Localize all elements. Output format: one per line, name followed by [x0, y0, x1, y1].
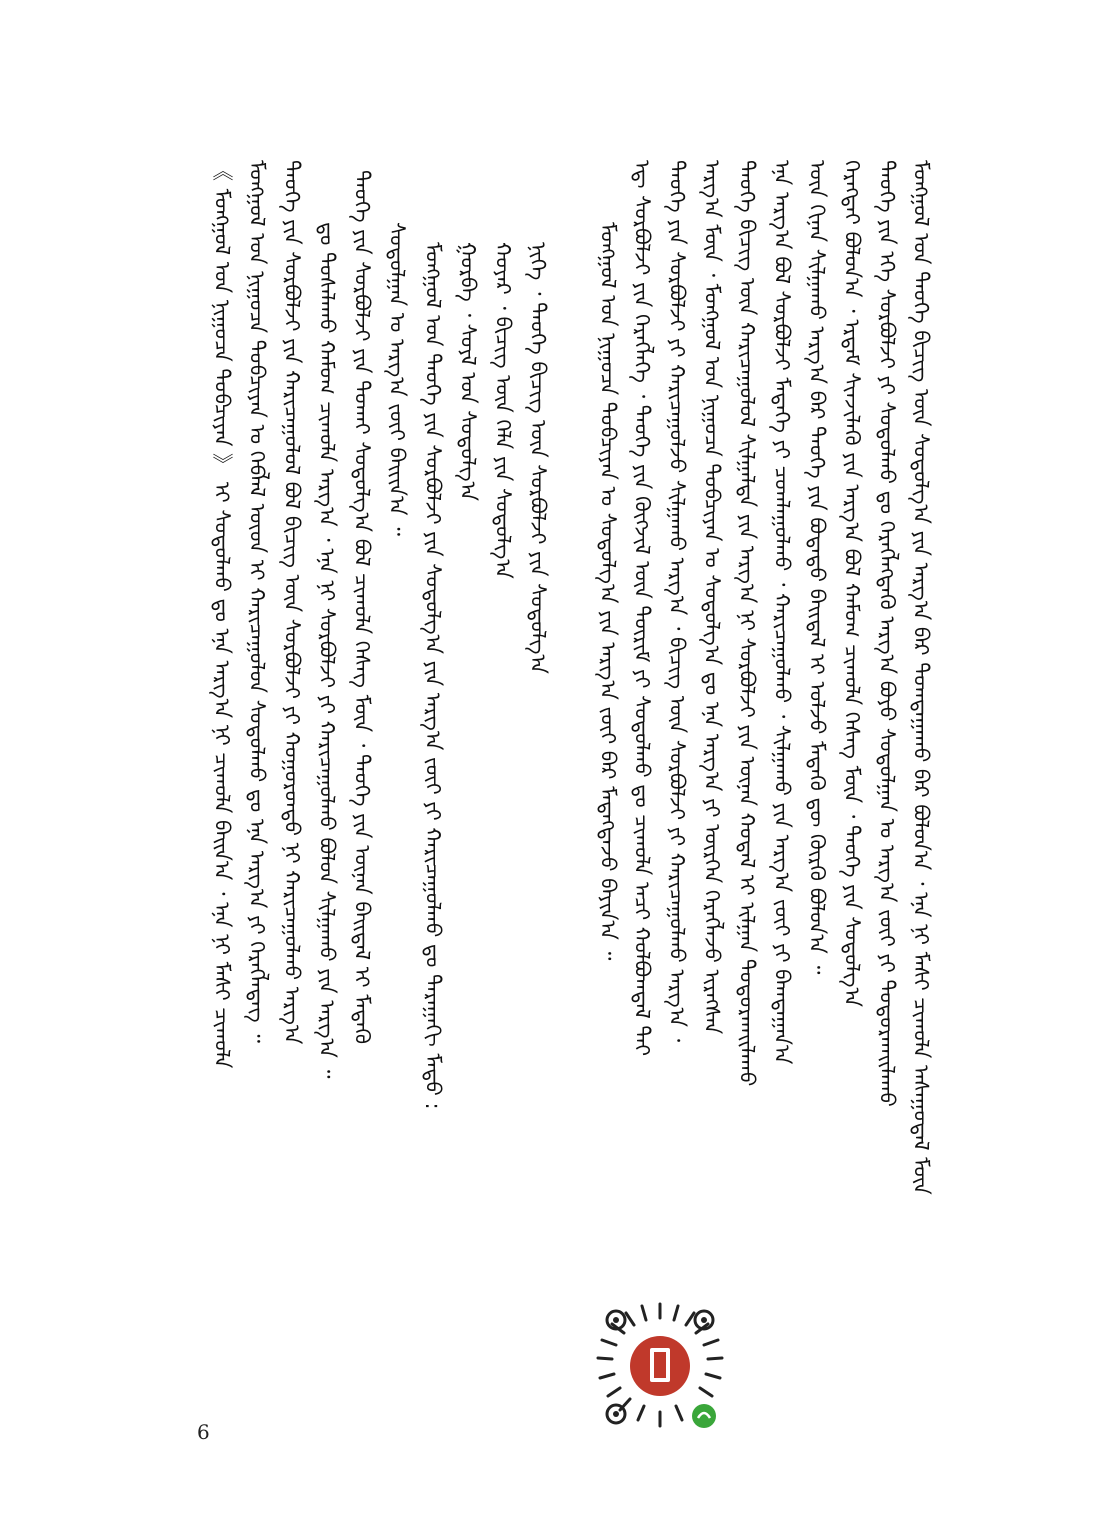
- text-column: ᠡᠨᠡ ᠠᠷᠭ᠎ᠠ ᠪᠣᠯ ᠰᠤᠷᠪᠤᠯᠵᠢ ᠮᠡᠳᠡᠭᠡ ᠶᠢ ᠴᠤᠭᠯᠠᠭᠤᠯᠬᠤ ᠂ ᠬᠠᠷᠢᠴᠠᠭᠤᠯᠬᠤ ᠂ ᠰᠢᠯᠭᠠᠬᠤ ᠶᠢᠨ ᠠᠷᠭ᠎ᠠ ᠵᠦᠢ ᠶᠢ ᠪᠠᠭᠲᠠᠭᠠᠨ᠎ᠠ: [770, 160, 794, 1065]
- text-column: ᠲᠡᠦᠬᠡ ᠶᠢᠨ ᠡᠬᠡ ᠰᠤᠷᠪᠤᠯᠵᠢ ᠶᠢ ᠰᠤᠳᠤᠯᠬᠤ ᠳᠤ ᠬᠡᠷᠡᠭᠯᠡᠭᠳᠡᠬᠦ ᠠᠷᠭ᠎ᠠ ᠪᠤᠶᠤ ᠰᠤᠳᠤᠯᠭᠠᠨ ᠤ ᠠᠷᠭ᠎ᠠ ᠵᠦᠢ ᠶᠢ ᠲᠣᠳᠤᠷᠬᠠᠢᠯᠠᠬᠤ: [875, 160, 899, 1107]
- list-item-heading: ᠮᠣᠩᠭᠣᠯ ᠤᠨ ᠲᠡᠦᠬᠡ ᠶᠢᠨ ᠰᠤᠷᠪᠤᠯᠵᠢ ᠶᠢᠨ ᠰᠤᠳᠤᠯᠭ᠎ᠠ ᠶᠢᠨ ᠠᠷᠭ᠎ᠠ ᠵᠦᠢ ᠶᠢ ᠬᠠᠷᠢᠴᠠᠭᠤᠯᠬᠤ ᠳᠤ ᠳᠠᠷᠠᠭᠠᠬᠢ ᠮᠡᠲᠦ :: [421, 242, 445, 1110]
- text-column: ᠡᠳ᠋ ᠰᠤᠷᠪᠤᠯᠵᠢ ᠶᠢᠨ ᠬᠡᠷᠡᠭᠯᠡᠭᠡ ᠂ ᠲᠡᠦᠬᠡ ᠶᠢᠨ ᠬᠥᠭᠵᠢᠯ ᠦᠨ ᠳᠦᠷᠢᠮ ᠶᠢ ᠰᠤᠳᠤᠯᠬᠤ ᠳᠤ ᠴᠢᠬᠤᠯᠠ ᠠᠴᠢ ᠬᠣᠯᠪᠣᠭᠳᠠᠯ ᠲᠠᠢ: [630, 160, 654, 1056]
- text-column: ᠰᠤᠳᠤᠯᠭᠠᠨ ᠤ ᠠᠷᠭ᠎ᠠ ᠵᠦᠢ ᠪᠠᠢᠢᠨ᠎ᠠ ᠃: [385, 222, 409, 536]
- text-column: ᠦᠨ ᠬᠢᠨᠠᠨ ᠰᠢᠯᠭᠠᠬᠤ ᠠᠷᠭ᠎ᠠ ᠪᠠᠷ ᠲᠡᠦᠬᠡ ᠶᠢᠨ ᠪᠣᠳᠠᠲᠤ ᠪᠠᠢᠳᠠᠯ ᠢ ᠣᠯᠵᠤ ᠮᠡᠳᠡᠬᠦ ᠳᠦ ᠬᠦᠷᠬᠦ ᠪᠣᠯᠤᠨ᠎ᠠ ᠃: [805, 160, 829, 975]
- text-column: 《 ᠮᠣᠩᠭᠣᠯ ᠤᠨ ᠨᠢᠭᠤᠴᠠ ᠲᠣᠪᠴᠢᠶᠠᠨ 》 ᠢ ᠰᠤᠳᠤᠯᠬᠤ ᠳᠤ ᠡᠨᠡ ᠠᠷᠭ᠎ᠠ ᠨᠢ ᠴᠢᠬᠤᠯᠠ ᠪᠠᠢᠨ᠎ᠠ ᠂ ᠡᠨᠡ ᠨᠢ ᠮᠠᠰᠢ ᠴᠢᠬᠤᠯᠠ: [210, 160, 234, 1069]
- text-column: ᠲᠡᠦᠬᠡ ᠶᠢᠨ ᠰᠤᠷᠪᠤᠯᠵᠢ ᠶᠢᠨ ᠲᠤᠬᠠᠢ ᠰᠤᠳᠤᠯᠭ᠎ᠠ ᠪᠣᠯ ᠴᠢᠬᠤᠯᠠ ᠬᠡᠰᠡᠭ ᠮᠥᠨ ᠂ ᠲᠡᠦᠬᠡ ᠶᠢᠨ ᠦᠨᠡᠨ ᠪᠠᠢᠳᠠᠯ ᠢ ᠮᠡᠳᠡᠬᠦ: [350, 170, 374, 1045]
- mini-program-code-icon: [588, 1296, 732, 1440]
- list-item-heading: ᠭᠤᠷᠪᠠ ᠂ ᠰᠤᠶᠯ ᠤᠨ ᠰᠤᠳᠤᠯᠭ᠎ᠠ: [456, 242, 480, 501]
- text-column: ᠮᠣᠩᠭᠣᠯ ᠤᠨ ᠨᠢᠭᠤᠴᠠ ᠲᠣᠪᠴᠢᠶᠠᠨ ᠤ ᠰᠤᠳᠤᠯᠭ᠎ᠠ ᠶᠢᠨ ᠠᠷᠭ᠎ᠠ ᠵᠦᠢ ᠪᠠᠷ ᠮᠡᠳᠡᠭᠳᠡᠵᠦ ᠪᠠᠶᠢᠨ᠎ᠠ ᠃: [596, 222, 620, 961]
- list-item-heading: ᠨᠢᠭᠡ ᠂ ᠲᠡᠦᠬᠡ ᠪᠢᠴᠢᠭ ᠦᠨ ᠰᠤᠷᠪᠤᠯᠵᠢ ᠶᠢᠨ ᠰᠤᠳᠤᠯᠭ᠎ᠠ: [526, 242, 550, 674]
- text-column: ᠮᠣᠩᠭᠣᠯ ᠤᠨ ᠲᠡᠦᠬᠡ ᠪᠢᠴᠢᠭ ᠦᠨ ᠰᠤᠳᠤᠯᠭ᠎ᠠ ᠶᠢᠨ ᠠᠷᠭ᠎ᠠ ᠪᠠᠷ ᠲᠣᠭᠲᠠᠭᠠᠬᠤ ᠪᠠᠷ ᠪᠤᠯᠤᠨ᠎ᠠ ᠂ ᠡᠨᠡ ᠨᠢ ᠮᠠᠰᠢ ᠴᠢᠬᠤᠯᠠ ᠠᠰᠠᠭᠤᠳᠠᠯ ᠮᠥᠨ: [909, 160, 933, 1195]
- text-column: ᠠᠷᠭ᠎ᠠ ᠮᠥᠨ ᠂ ᠮᠣᠩᠭᠣᠯ ᠤᠨ ᠨᠢᠭᠤᠴᠠ ᠲᠣᠪᠴᠢᠶᠠᠨ ᠤ ᠰᠤᠳᠤᠯᠭ᠎ᠠ ᠳᠤ ᠡᠨᠡ ᠠᠷᠭ᠎ᠠ ᠶᠢ ᠥᠷᠭᠡᠨ ᠬᠡᠷᠡᠭᠯᠡᠵᠦ ᠢᠷᠡᠭᠰᠡᠨ: [700, 160, 724, 1035]
- text-column: ᠮᠣᠩᠭᠣᠯ ᠤᠨ ᠨᠢᠭᠤᠴᠠ ᠲᠣᠪᠴᠢᠶᠠᠨ ᠤ ᠬᠡᠪᠯᠡᠯ ᠦᠳ ᠢ ᠬᠠᠷᠢᠴᠠᠭᠤᠯᠤᠨ ᠰᠤᠳᠤᠯᠬᠤ ᠳᠤ ᠡᠨᠡ ᠠᠷᠭ᠎ᠠ ᠶᠢ ᠬᠡᠷᠡᠭᠯᠡᠳᠡᠭ ᠃: [245, 160, 269, 1043]
- text-column: ᠲᠡᠦᠬᠡ ᠪᠢᠴᠢᠭ ᠦᠨ ᠬᠠᠷᠢᠴᠠᠭᠤᠯᠤᠯ ᠰᠢᠯᠭᠠᠯᠲᠠ ᠶᠢᠨ ᠠᠷᠭ᠎ᠠ ᠨᠢ ᠰᠤᠷᠪᠤᠯᠵᠢ ᠶᠢᠨ ᠦᠨᠡᠨ ᠬᠤᠳᠠᠯ ᠢ ᠢᠯᠭᠠᠨ ᠲᠣᠳᠤᠷᠬᠠᠢᠯᠠᠬᠤ: [735, 160, 759, 1087]
- list-item-heading: ᠬᠣᠶᠠᠷ ᠂ ᠪᠢᠴᠢᠭ ᠦᠨ ᠬᠡᠯᠡ ᠶᠢᠨ ᠰᠤᠳᠤᠯᠭ᠎ᠠ: [491, 242, 515, 579]
- text-column: ᠲᠡᠦᠬᠡ ᠶᠢᠨ ᠰᠤᠷᠪᠤᠯᠵᠢ ᠶᠢᠨ ᠬᠠᠷᠢᠴᠠᠭᠤᠯᠤᠯ ᠪᠣᠯ ᠪᠢᠴᠢᠭ ᠦᠨ ᠰᠤᠷᠪᠤᠯᠵᠢ ᠶᠢ ᠬᠣᠭᠣᠷᠣᠨᠳᠤ ᠨᠢ ᠬᠠᠷᠢᠴᠠᠭᠤᠯᠬᠤ ᠠᠷᠭ᠎ᠠ: [280, 160, 304, 1045]
- page-number: 6: [197, 1420, 210, 1444]
- text-column: ᠲᠡᠦᠬᠡ ᠶᠢᠨ ᠰᠤᠷᠪᠤᠯᠵᠢ ᠶᠢ ᠬᠠᠷᠢᠴᠠᠭᠤᠯᠵᠤ ᠰᠢᠯᠭᠠᠬᠤ ᠠᠷᠭ᠎ᠠ ᠂ ᠪᠢᠴᠢᠭ ᠦᠨ ᠰᠤᠷᠪᠤᠯᠵᠢ ᠶᠢ ᠬᠠᠷᠢᠴᠠᠭᠤᠯᠬᠤ ᠠᠷᠭ᠎ᠠ ᠂: [665, 160, 689, 1043]
- text-column: ᠳᠤ ᠲᠤᠰᠠᠯᠠᠬᠤ ᠬᠠᠮᠤᠭ ᠴᠢᠬᠤᠯᠠ ᠠᠷᠭ᠎ᠠ ᠂ ᠡᠨᠡ ᠨᠢ ᠰᠤᠷᠪᠤᠯᠵᠢ ᠶᠢ ᠬᠠᠷᠢᠴᠠᠭᠤᠯᠬᠤ ᠪᠣᠯᠤᠨ ᠰᠢᠯᠭᠠᠬᠤ ᠶᠢᠨ ᠠᠷᠭ᠎ᠠ ᠃: [315, 222, 339, 1079]
- text-column: ᠬᠡᠷᠡᠭᠲᠡᠢ ᠪᠣᠯᠤᠨ᠎ᠠ ᠂ ᠡᠷᠳᠡᠮ ᠰᠢᠨᠵᠢᠯᠡᠬᠦ ᠶᠢᠨ ᠠᠷᠭ᠎ᠠ ᠪᠣᠯ ᠬᠠᠮᠤᠭ ᠴᠢᠬᠤᠯᠠ ᠬᠡᠰᠡᠭ ᠮᠥᠨ ᠂ ᠲᠡᠦᠬᠡ ᠶᠢᠨ ᠰᠤᠳᠤᠯᠭ᠎ᠠ: [840, 160, 864, 1007]
